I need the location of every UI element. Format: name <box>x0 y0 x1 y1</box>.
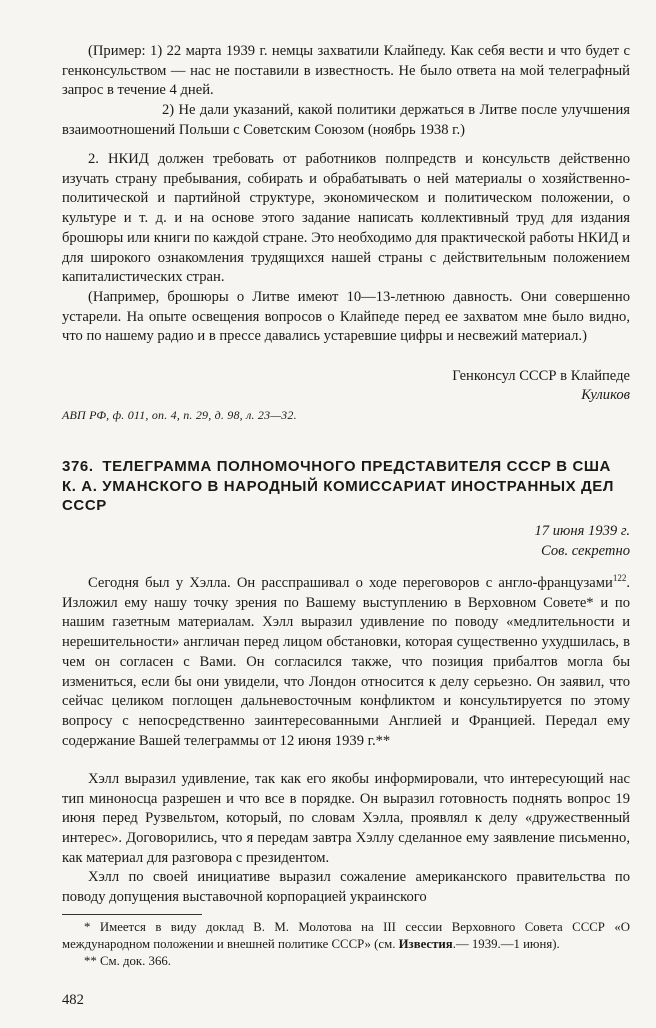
footnotes <box>62 919 630 970</box>
endnote-ref-122: 122 <box>612 573 627 584</box>
document-classification: Сов. секретно <box>540 542 630 559</box>
example-paragraph-1: (Пример: 1) 22 марта 1939 г. немцы захватили Клайпеду. Как себя вести и что будет с генконсульством — нас не поставили в известность. Не было ответа на мой телеграфный запрос в течение 4 дней. <box>62 43 630 99</box>
footnote-1-source: Известия <box>398 937 453 951</box>
footnote-2: ** См. док. 366. <box>84 954 171 968</box>
document-heading <box>62 457 630 516</box>
footnote-1: * Имеется в виду доклад В. М. Молотова на III сессии Верховного Совета СССР «О международном положении и внешней политике СССР» (см. Известия.— 1939.—1 июня). <box>62 920 630 951</box>
telegram-p1-rest: . Изложил ему нашу точку зрения по Вашему выступлению в Верховном Совете* и по нашим газетным материалам. Хэлл выразил удивление по поводу «медлительности и нерешительности» англичан перед лицом обстановки, которая существенно ухудшилась, в чем он согласен с Вами. Он согласился также, что позиция прибалтов могла бы измениться, если бы они увидели, что Лондон относится к делу серьезно. Он заявил, что сейчас целиком поглощен дальневосточным конфликтом и консультируется по этому вопросу с непосредственно заинтересованными Англией и Францией. Передал ему содержание Вашей телеграммы от 12 июня 1939 г.** <box>62 575 630 749</box>
telegram-p1-start: Сегодня был у Хэлла. Он расспрашивал о ходе переговоров с англо-французами <box>88 575 613 591</box>
point-2-paragraph: 2. НКИД должен требовать от работников полпредств и консульств действенно изучать страну пребывания, собирать и обрабатывать о ней материалы о хозяйственно-политической и партийной структуре, экономическом и политическом положении, о культуре и т. д. и на основе этого задание написать коллективный труд для издания брошюры или книги по каждой стране. Это необходимо для практической работы НКИД и для широкого ознакомления трудящихся нашей страны с действительным положением капиталистических стран. <box>62 151 630 286</box>
document-date: 17 июня 1939 г. <box>534 523 630 539</box>
example-paragraph-2: 2) Не дали указаний, какой политики держаться в Литве после улучшения взаимоотношений Польши с Советским Союзом (ноябрь 1938 г.) <box>62 102 630 138</box>
date-block <box>535 522 631 561</box>
page-number: 482 <box>62 992 84 1008</box>
telegram-paragraph-1 <box>62 574 630 751</box>
example-paragraph-3: (Например, брошюры о Литве имеют 10—13-летнюю давность. Они совершенно устарели. На опыте освещения вопросов о Клайпеде перед ее захватом мне было видно, что по нашему радио и в прессе давались устаревшие цифры и несвежий материал.) <box>62 289 630 345</box>
footnote-divider <box>62 914 202 915</box>
telegram-paragraph-3: Хэлл по своей инициативе выразил сожаление американского правительства по поводу допущения выставочной корпорацией украинского <box>62 869 630 905</box>
document-number: 376. <box>62 458 94 475</box>
signature-name: Куликов <box>581 387 630 403</box>
telegram-paragraph-2: Хэлл выразил удивление, так как его якобы информировали, что интересующий нас тип миноносца разрешен и что все в порядке. Он выразил готовность поднять вопрос 19 июня перед Рузвельтом, который, по словам Хэлла, проявлял к делу «дружественный интерес». Договорились, что я передам завтра Хэллу сделанное ему заявление письменно, как материал для разговора с президентом. <box>62 771 630 866</box>
archive-reference: АВП РФ, ф. 011, оп. 4, п. 29, д. 98, л. 23—32. <box>62 408 297 422</box>
document-title: ТЕЛЕГРАММА ПОЛНОМОЧНОГО ПРЕДСТАВИТЕЛЯ СССР В США К. А. УМАНСКОГО В НАРОДНЫЙ КОМИССАРИАТ ИНОСТРАННЫХ ДЕЛ СССР <box>62 458 615 514</box>
signature-title: Генконсул СССР в Клайпеде <box>452 368 630 384</box>
